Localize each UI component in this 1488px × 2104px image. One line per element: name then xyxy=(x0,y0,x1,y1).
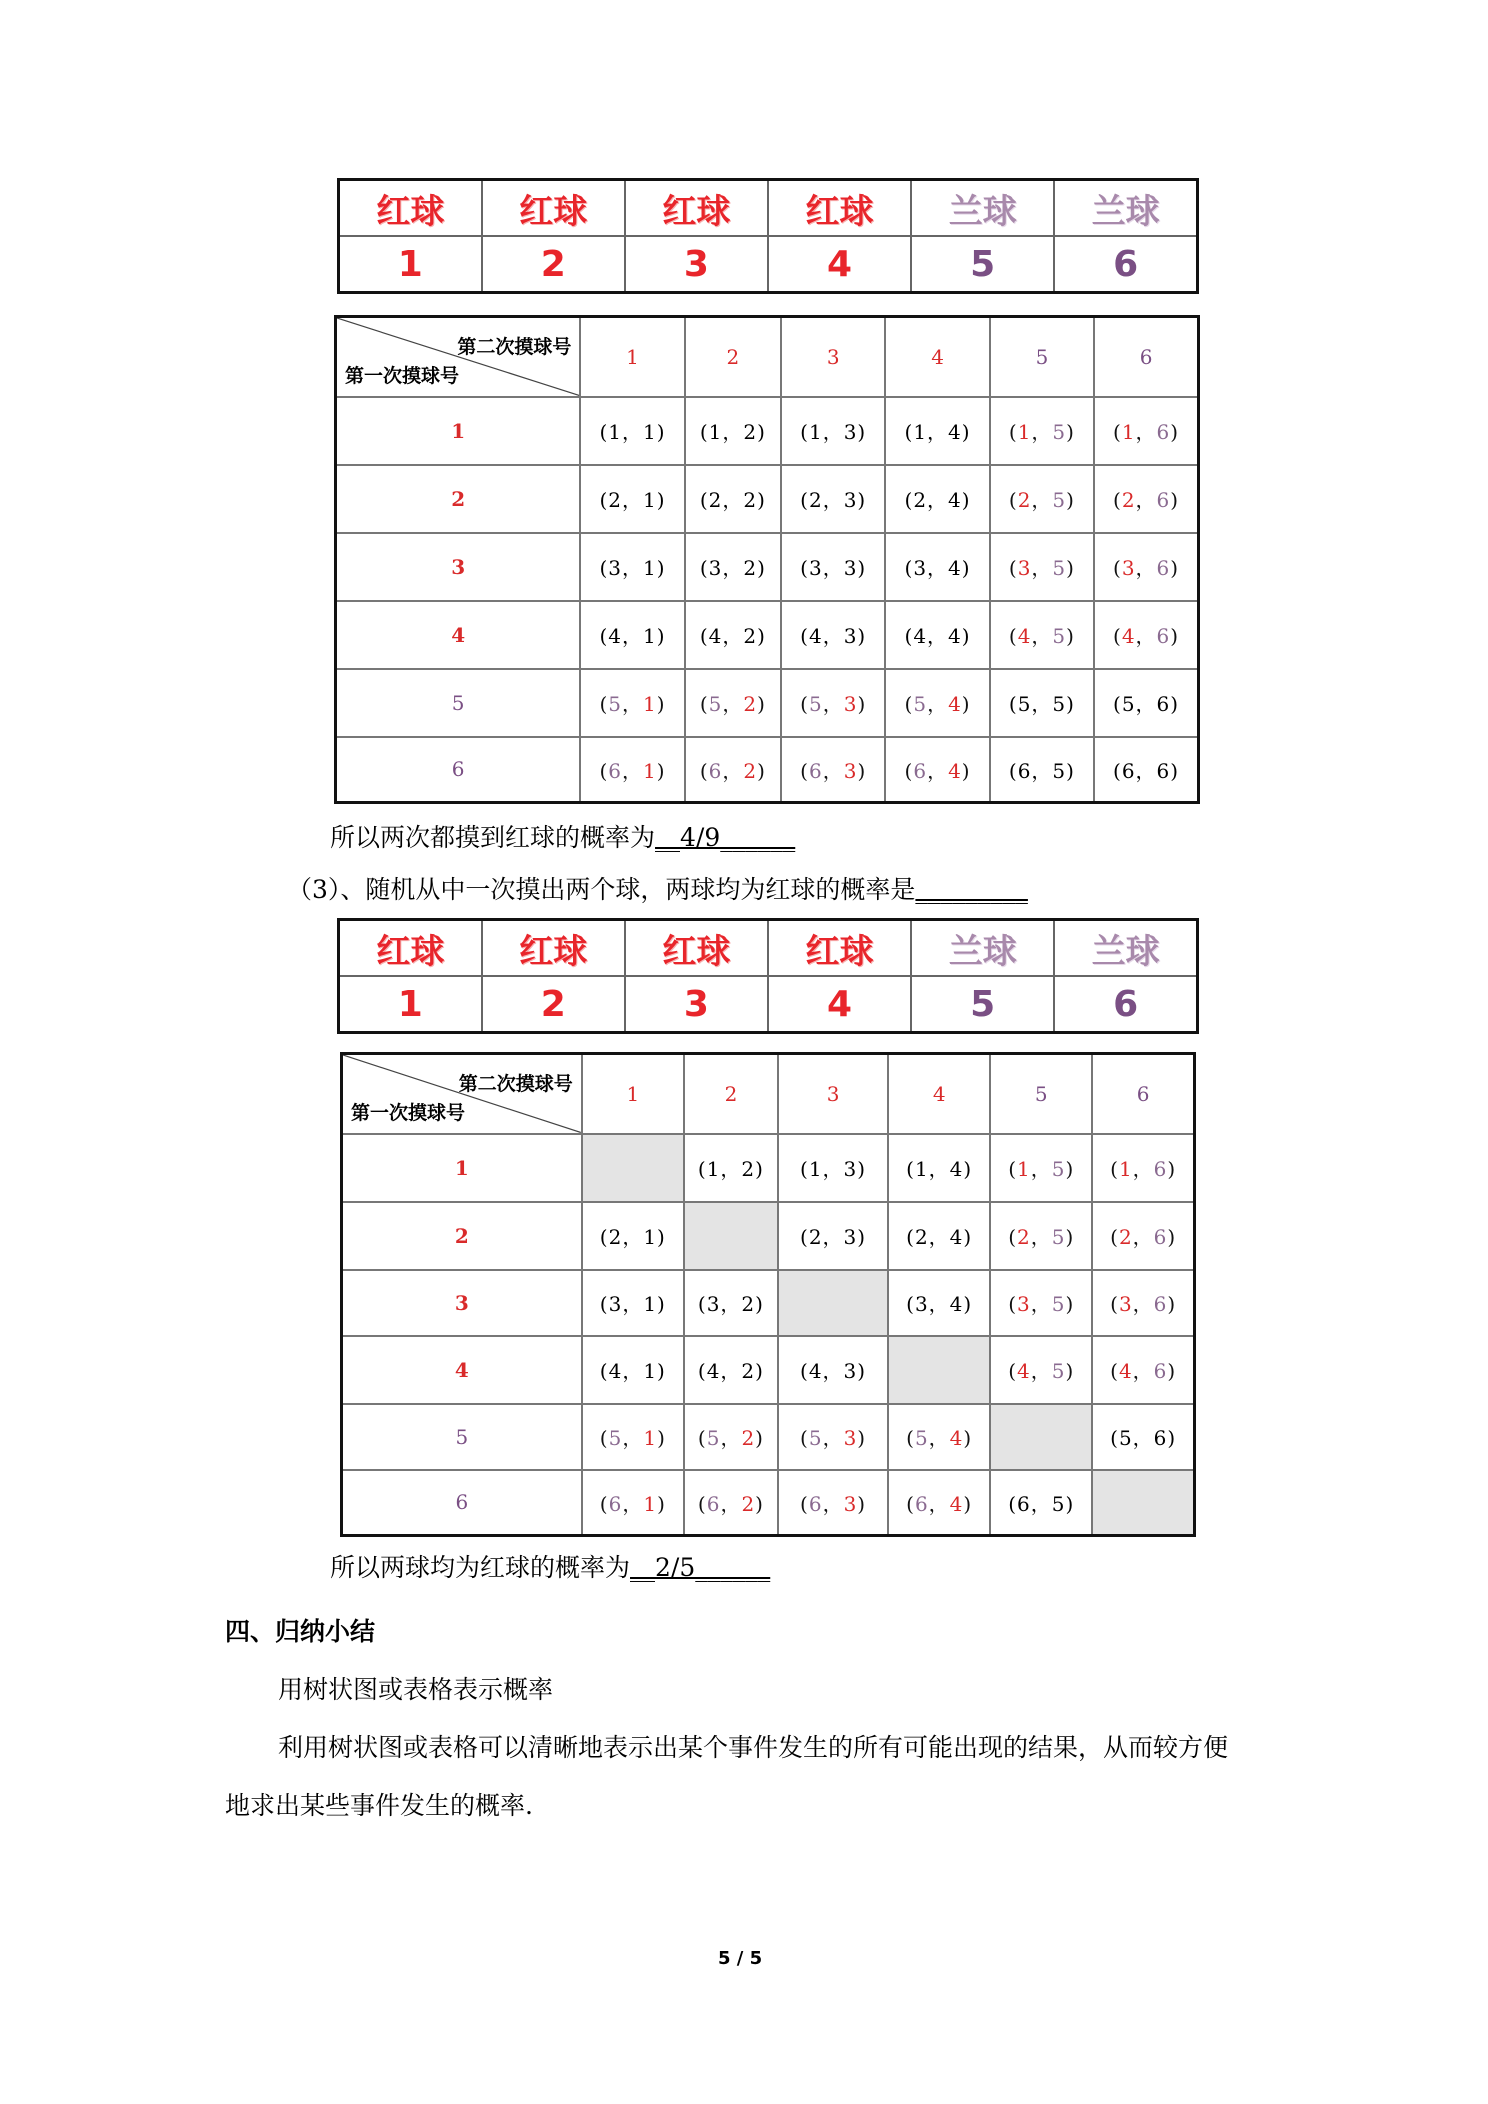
outcome-cell: (4，4) xyxy=(885,601,989,669)
answer-blank: _________ xyxy=(915,875,1028,904)
excluded-cell xyxy=(684,1202,778,1270)
row-header: 6 xyxy=(336,737,581,803)
outcome-cell: (4，3) xyxy=(778,1336,888,1404)
outcome-cell: (6，4) xyxy=(885,737,989,803)
outcome-cell: (1，2) xyxy=(685,397,781,465)
row-header: 5 xyxy=(342,1404,582,1470)
outcome-cell: (1，2) xyxy=(684,1134,778,1202)
row-header: 5 xyxy=(336,669,581,737)
row-header: 2 xyxy=(342,1202,582,1270)
ball-number: 4 xyxy=(768,976,911,1033)
outcome-cell: (6，2) xyxy=(684,1470,778,1536)
row-header: 1 xyxy=(342,1134,582,1202)
outcome-cell: (4，2) xyxy=(685,601,781,669)
col-header: 3 xyxy=(781,317,885,397)
ball-name: 红球 xyxy=(625,920,768,977)
ball-name: 红球 xyxy=(482,920,625,977)
outcome-cell: (1，6) xyxy=(1094,397,1198,465)
question-text: （3）、随机从中一次摸出两个球，两球均为红球的概率是 xyxy=(287,875,916,904)
summary-line-2: 地求出某些事件发生的概率. xyxy=(225,1791,533,1820)
ball-number: 5 xyxy=(911,976,1054,1033)
outcome-cell: (6，5) xyxy=(990,1470,1092,1536)
outcome-cell: (6，4) xyxy=(888,1470,990,1536)
outcome-cell: (6，5) xyxy=(990,737,1094,803)
ball-number: 5 xyxy=(911,236,1054,293)
outcome-cell: (6，1) xyxy=(582,1470,684,1536)
outcome-cell: (3，5) xyxy=(990,533,1094,601)
outcome-cell: (3，1) xyxy=(582,1270,684,1336)
outcome-cell: (4，5) xyxy=(990,601,1094,669)
outcome-cell: (1，6) xyxy=(1092,1134,1194,1202)
ball-number: 1 xyxy=(339,236,482,293)
outcome-cell: (2，4) xyxy=(885,465,989,533)
section-heading: 四、归纳小结 xyxy=(225,1617,376,1646)
col-header: 4 xyxy=(888,1054,990,1134)
row-header: 2 xyxy=(336,465,581,533)
outcome-cell: (1，4) xyxy=(885,397,989,465)
outcome-cell: (3，3) xyxy=(781,533,885,601)
outcome-cell: (4，6) xyxy=(1094,601,1198,669)
summary-line-1: 利用树状图或表格可以清晰地表示出某个事件发生的所有可能出现的结果，从而较方便 xyxy=(278,1733,1229,1762)
outcome-cell: (2，6) xyxy=(1092,1202,1194,1270)
outcome-cell: (5，4) xyxy=(888,1404,990,1470)
outcome-cell: (5，6) xyxy=(1094,669,1198,737)
probability-text: 所以两次都摸到红球的概率为 xyxy=(330,823,656,852)
section-subheading: 用树状图或表格表示概率 xyxy=(278,1675,554,1704)
outcome-cell: (3，4) xyxy=(888,1270,990,1336)
col-header: 6 xyxy=(1094,317,1198,397)
outcome-cell: (2，1) xyxy=(582,1202,684,1270)
ball-name: 红球 xyxy=(339,920,482,977)
outcome-cell: (1，4) xyxy=(888,1134,990,1202)
outcome-cell: (6，3) xyxy=(781,737,885,803)
outcome-cell: (3，2) xyxy=(684,1270,778,1336)
row-header: 6 xyxy=(342,1470,582,1536)
outcome-cell: (6，6) xyxy=(1094,737,1198,803)
ball-number: 1 xyxy=(339,976,482,1033)
outcome-cell: (3，6) xyxy=(1094,533,1198,601)
outcome-cell: (6，3) xyxy=(778,1470,888,1536)
ball-table-1 xyxy=(337,178,1199,294)
outcome-cell: (2，2) xyxy=(685,465,781,533)
ball-number: 3 xyxy=(625,236,768,293)
ball-name: 兰球 xyxy=(911,920,1054,977)
col-header: 2 xyxy=(685,317,781,397)
outcome-cell: (4，3) xyxy=(781,601,885,669)
ball-number: 6 xyxy=(1054,236,1197,293)
probability-answer: __4/9______ xyxy=(655,823,796,852)
outcome-cell: (3，2) xyxy=(685,533,781,601)
ball-name: 红球 xyxy=(482,180,625,237)
ball-number: 6 xyxy=(1054,976,1197,1033)
outcome-cell: (5，4) xyxy=(885,669,989,737)
col-header: 5 xyxy=(990,317,1094,397)
outcome-cell: (4，1) xyxy=(582,1336,684,1404)
col-header: 4 xyxy=(885,317,989,397)
outcome-cell: (2，4) xyxy=(888,1202,990,1270)
probability-answer: __2/5______ xyxy=(630,1553,771,1582)
ball-name: 兰球 xyxy=(1054,180,1197,237)
outcome-cell: (2，1) xyxy=(580,465,684,533)
outcome-cell: (6，2) xyxy=(685,737,781,803)
ball-name: 红球 xyxy=(768,920,911,977)
outcome-cell: (6，1) xyxy=(580,737,684,803)
excluded-cell xyxy=(582,1134,684,1202)
outcome-cell: (5，5) xyxy=(990,669,1094,737)
outcome-cell: (1，1) xyxy=(580,397,684,465)
ball-name: 红球 xyxy=(625,180,768,237)
corner-cell xyxy=(342,1054,582,1134)
row-header: 1 xyxy=(336,397,581,465)
ball-number: 2 xyxy=(482,976,625,1033)
outcome-grid-1 xyxy=(334,315,1200,804)
ball-name: 兰球 xyxy=(911,180,1054,237)
outcome-cell: (2，3) xyxy=(778,1202,888,1270)
corner-label-first: 第一次摸球号 xyxy=(351,1101,466,1124)
outcome-cell: (5，6) xyxy=(1092,1404,1194,1470)
ball-name: 兰球 xyxy=(1054,920,1197,977)
row-header: 3 xyxy=(336,533,581,601)
outcome-cell: (5，3) xyxy=(781,669,885,737)
col-header: 2 xyxy=(684,1054,778,1134)
ball-number: 4 xyxy=(768,236,911,293)
outcome-cell: (2，6) xyxy=(1094,465,1198,533)
probability-line-2 xyxy=(330,1548,770,1584)
col-header: 6 xyxy=(1092,1054,1194,1134)
outcome-cell: (5，1) xyxy=(580,669,684,737)
corner-cell xyxy=(336,317,581,397)
col-header: 3 xyxy=(778,1054,888,1134)
probability-line-1 xyxy=(330,818,795,854)
outcome-cell: (4，6) xyxy=(1092,1336,1194,1404)
ball-name: 红球 xyxy=(768,180,911,237)
col-header: 1 xyxy=(580,317,684,397)
ball-table-2 xyxy=(337,918,1199,1034)
corner-label-second: 第二次摸球号 xyxy=(457,336,572,358)
outcome-cell: (4，1) xyxy=(580,601,684,669)
excluded-cell xyxy=(778,1270,888,1336)
outcome-cell: (3，1) xyxy=(580,533,684,601)
question-3 xyxy=(287,870,1028,906)
row-header: 3 xyxy=(342,1270,582,1336)
outcome-cell: (1，5) xyxy=(990,397,1094,465)
corner-label-second: 第二次摸球号 xyxy=(458,1073,573,1095)
outcome-cell: (2，3) xyxy=(781,465,885,533)
outcome-cell: (3，6) xyxy=(1092,1270,1194,1336)
outcome-cell: (1，3) xyxy=(781,397,885,465)
outcome-cell: (4，2) xyxy=(684,1336,778,1404)
outcome-cell: (3，4) xyxy=(885,533,989,601)
outcome-cell: (5，1) xyxy=(582,1404,684,1470)
corner-label-first: 第一次摸球号 xyxy=(345,364,460,387)
outcome-cell: (5，3) xyxy=(778,1404,888,1470)
page-number: 5 / 5 xyxy=(718,1948,763,1969)
outcome-cell: (5，2) xyxy=(685,669,781,737)
outcome-cell: (3，5) xyxy=(990,1270,1092,1336)
col-header: 5 xyxy=(990,1054,1092,1134)
excluded-cell xyxy=(1092,1470,1194,1536)
outcome-cell: (4，5) xyxy=(990,1336,1092,1404)
outcome-cell: (2，5) xyxy=(990,465,1094,533)
outcome-cell: (1，3) xyxy=(778,1134,888,1202)
outcome-cell: (2，5) xyxy=(990,1202,1092,1270)
ball-name: 红球 xyxy=(339,180,482,237)
row-header: 4 xyxy=(336,601,581,669)
outcome-cell: (5，2) xyxy=(684,1404,778,1470)
ball-number: 3 xyxy=(625,976,768,1033)
row-header: 4 xyxy=(342,1336,582,1404)
ball-number: 2 xyxy=(482,236,625,293)
col-header: 1 xyxy=(582,1054,684,1134)
outcome-grid-2 xyxy=(340,1052,1196,1537)
outcome-cell: (1，5) xyxy=(990,1134,1092,1202)
excluded-cell xyxy=(990,1404,1092,1470)
probability-text: 所以两球均为红球的概率为 xyxy=(330,1553,631,1582)
excluded-cell xyxy=(888,1336,990,1404)
